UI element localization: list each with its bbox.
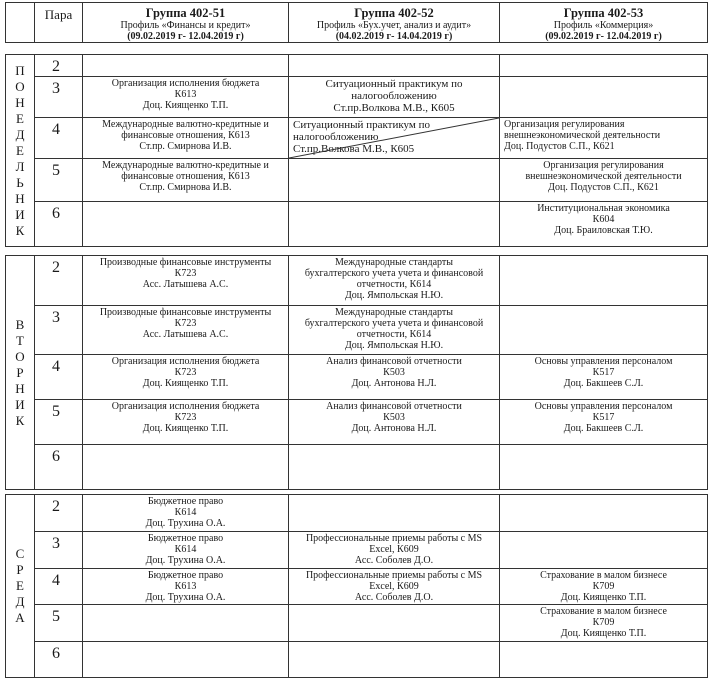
lesson-cell-group-3 bbox=[500, 605, 708, 642]
lesson-row bbox=[6, 355, 708, 400]
group-dates: (09.02.2019 г- 12.04.2019 г) bbox=[127, 31, 244, 42]
lesson-line: К709 bbox=[592, 617, 615, 628]
lesson-cell-group-1 bbox=[83, 445, 289, 490]
lesson-line: Доц. Трухина О.А. bbox=[145, 518, 226, 529]
lesson-line: Организация исполнения бюджета bbox=[111, 78, 260, 89]
lesson-number: 2 bbox=[35, 55, 83, 77]
group-name: Группа 402-51 bbox=[145, 6, 226, 20]
lesson-line: Организация регулирования bbox=[504, 119, 625, 130]
lesson-line: Основы управления персоналом bbox=[534, 401, 673, 412]
lesson-line: Бюджетное право bbox=[147, 533, 224, 544]
lesson-line: бухгалтерского учета учета и финансовой bbox=[304, 268, 484, 279]
lesson-number: 2 bbox=[35, 256, 83, 306]
lesson-line: Доц. Киященко Т.П. bbox=[142, 423, 229, 434]
lesson-line: Доц. Трухина О.А. bbox=[145, 592, 226, 603]
day-label bbox=[6, 256, 35, 490]
lesson-line: Основы управления персоналом bbox=[534, 356, 673, 367]
lesson-line: бухгалтерского учета учета и финансовой bbox=[304, 318, 484, 329]
lesson-cell-group-1 bbox=[83, 159, 289, 202]
day-table bbox=[5, 255, 708, 490]
day-letter: Е bbox=[16, 142, 24, 158]
lesson-row bbox=[6, 55, 708, 77]
lesson-line: Доц. Киященко Т.П. bbox=[142, 378, 229, 389]
lesson-line: Доц. Киященко Т.П. bbox=[560, 628, 647, 639]
day-letter: К bbox=[15, 222, 25, 238]
lesson-cell-group-1 bbox=[83, 400, 289, 445]
lesson-cell-group-1 bbox=[83, 642, 289, 678]
group-profile: Профиль «Бух.учет, анализ и аудит» bbox=[316, 20, 472, 31]
day-letter: П bbox=[15, 62, 25, 78]
lesson-line: Страхование в малом бизнесе bbox=[540, 570, 667, 581]
lesson-cell-group-3 bbox=[500, 55, 708, 77]
lesson-line: Доц. Браиловская Т.Ю. bbox=[554, 225, 653, 236]
lesson-number: 6 bbox=[35, 202, 83, 247]
group-name: Группа 402-53 bbox=[563, 6, 644, 20]
day-table bbox=[5, 54, 708, 247]
lesson-line: Ситуационный практикум по bbox=[293, 119, 431, 131]
lesson-line: Доц. Киященко Т.П. bbox=[142, 100, 229, 111]
lesson-cell-group-2 bbox=[289, 445, 500, 490]
lesson-cell-group-2 bbox=[289, 642, 500, 678]
lesson-cell-group-2 bbox=[289, 400, 500, 445]
lesson-cell-group-2 bbox=[289, 159, 500, 202]
day-label bbox=[6, 495, 35, 678]
lesson-cell-group-3 bbox=[500, 256, 708, 306]
day-letter: Л bbox=[15, 158, 25, 174]
lesson-cell-group-1 bbox=[83, 55, 289, 77]
lesson-line: Доц. Киященко Т.П. bbox=[560, 592, 647, 603]
lesson-number: 6 bbox=[35, 642, 83, 678]
lesson-row bbox=[6, 642, 708, 678]
lesson-cell-group-3 bbox=[500, 118, 708, 159]
lesson-line: К723 bbox=[174, 367, 197, 378]
lesson-line: Страхование в малом бизнесе bbox=[540, 606, 667, 617]
lesson-line: Организация регулирования bbox=[543, 160, 664, 171]
lesson-cell-group-2 bbox=[289, 306, 500, 355]
lesson-line: Доц. Антонова Н.Л. bbox=[351, 423, 437, 434]
lesson-line: К723 bbox=[174, 318, 197, 329]
lesson-line: Асс. Латышева А.С. bbox=[142, 279, 229, 290]
lesson-cell-group-3 bbox=[500, 202, 708, 247]
lesson-row bbox=[6, 532, 708, 569]
lesson-line: налогообложению bbox=[351, 90, 437, 102]
day-letter: Е bbox=[16, 110, 24, 126]
day-letter: Е bbox=[16, 578, 24, 593]
lesson-line: К614 bbox=[174, 544, 197, 555]
day-label bbox=[6, 55, 35, 247]
day-letter: К bbox=[15, 412, 25, 428]
lesson-line: К503 bbox=[383, 367, 405, 378]
lesson-number: 3 bbox=[35, 306, 83, 355]
lesson-cell-group-3 bbox=[500, 306, 708, 355]
lesson-line: Excel, К609 bbox=[369, 544, 419, 555]
lesson-cell-group-2 bbox=[289, 77, 500, 118]
lesson-row bbox=[6, 77, 708, 118]
lesson-cell-group-2 bbox=[289, 256, 500, 306]
lesson-line: Международные стандарты bbox=[335, 307, 453, 318]
lesson-line: финансовые отношения, К613 bbox=[121, 130, 250, 141]
lesson-number: 5 bbox=[35, 400, 83, 445]
lesson-line: налогообложению bbox=[293, 131, 379, 143]
lesson-number: 4 bbox=[35, 355, 83, 400]
para-header: Пара bbox=[35, 3, 83, 43]
group-header-3 bbox=[500, 3, 708, 43]
day-letter: О bbox=[15, 78, 25, 94]
lesson-line: К503 bbox=[383, 412, 405, 423]
lesson-line: Производные финансовые инструменты bbox=[99, 257, 272, 268]
lesson-cell-group-1 bbox=[83, 605, 289, 642]
lesson-line: внешнеэкономической деятельности bbox=[525, 171, 682, 182]
lesson-line: Профессиональные приемы работы с MS bbox=[305, 533, 483, 544]
lesson-line: Ст.пр. Смирнова И.В. bbox=[139, 141, 232, 152]
lesson-cell-group-2 bbox=[289, 118, 500, 159]
lesson-line: Ст.пр.Волкова М.В., К605 bbox=[333, 102, 455, 114]
lesson-line: Доц. Бакшеев С.Л. bbox=[563, 378, 644, 389]
day-letter: О bbox=[15, 348, 25, 364]
lesson-row bbox=[6, 605, 708, 642]
lesson-number: 5 bbox=[35, 605, 83, 642]
day-letter: Р bbox=[16, 562, 24, 577]
lesson-row bbox=[6, 306, 708, 355]
lesson-cell-group-2 bbox=[289, 605, 500, 642]
lesson-row bbox=[6, 569, 708, 605]
day-letter: И bbox=[15, 206, 25, 222]
lesson-line: К517 bbox=[592, 367, 615, 378]
day-letter: Т bbox=[16, 332, 24, 348]
lesson-line: Анализ финансовой отчетности bbox=[326, 356, 462, 367]
lesson-number: 5 bbox=[35, 159, 83, 202]
lesson-cell-group-3 bbox=[500, 77, 708, 118]
lesson-row bbox=[6, 256, 708, 306]
lesson-cell-group-2 bbox=[289, 532, 500, 569]
lesson-line: Международные стандарты bbox=[335, 257, 453, 268]
lesson-line: Организация исполнения бюджета bbox=[111, 401, 260, 412]
lesson-line: внешнеэкономической деятельности bbox=[504, 130, 661, 141]
lesson-cell-group-1 bbox=[83, 495, 289, 532]
lesson-line: Анализ финансовой отчетности bbox=[326, 401, 462, 412]
lesson-line: финансовые отношения, К613 bbox=[121, 171, 250, 182]
lesson-line: Доц. Трухина О.А. bbox=[145, 555, 226, 566]
lesson-line: Асс. Соболев Д.О. bbox=[354, 555, 434, 566]
lesson-number: 4 bbox=[35, 118, 83, 159]
lesson-cell-group-2 bbox=[289, 495, 500, 532]
lesson-line: Бюджетное право bbox=[147, 496, 224, 507]
lesson-line: отчетности, К614 bbox=[356, 279, 432, 290]
lesson-cell-group-2 bbox=[289, 55, 500, 77]
lesson-row bbox=[6, 495, 708, 532]
group-header-2 bbox=[289, 3, 500, 43]
lesson-line: Организация исполнения бюджета bbox=[111, 356, 260, 367]
lesson-cell-group-1 bbox=[83, 77, 289, 118]
lesson-line: Международные валютно-кредитные и bbox=[102, 119, 269, 130]
lesson-line: Международные валютно-кредитные и bbox=[102, 160, 269, 171]
lesson-number: 4 bbox=[35, 569, 83, 605]
lesson-line: Асс. Латышева А.С. bbox=[142, 329, 229, 340]
lesson-cell-group-3 bbox=[500, 642, 708, 678]
day-letter: Н bbox=[15, 190, 25, 206]
schedule-header-table bbox=[5, 2, 708, 43]
lesson-cell-group-2 bbox=[289, 202, 500, 247]
lesson-line: К723 bbox=[174, 412, 197, 423]
lesson-line: К613 bbox=[174, 581, 197, 592]
group-profile: Профиль «Коммерция» bbox=[553, 20, 654, 31]
day-letter: Д bbox=[15, 126, 25, 142]
lesson-number: 2 bbox=[35, 495, 83, 532]
lesson-line: Ст.пр. Смирнова И.В. bbox=[139, 182, 232, 193]
lesson-line: Excel, К609 bbox=[369, 581, 419, 592]
lesson-line: Доц. Подустов С.П., К621 bbox=[504, 141, 615, 152]
lesson-cell-group-3 bbox=[500, 495, 708, 532]
lesson-cell-group-1 bbox=[83, 306, 289, 355]
day-letter: Д bbox=[15, 594, 25, 609]
lesson-line: К604 bbox=[592, 214, 615, 225]
lesson-line: Доц. Бакшеев С.Л. bbox=[563, 423, 644, 434]
lesson-cell-group-1 bbox=[83, 532, 289, 569]
group-name: Группа 402-52 bbox=[354, 6, 434, 20]
lesson-cell-group-1 bbox=[83, 256, 289, 306]
group-profile: Профиль «Финансы и кредит» bbox=[120, 20, 251, 31]
lesson-row bbox=[6, 118, 708, 159]
lesson-cell-group-2 bbox=[289, 355, 500, 400]
day-table bbox=[5, 494, 708, 678]
lesson-cell-group-1 bbox=[83, 569, 289, 605]
lesson-cell-group-3 bbox=[500, 532, 708, 569]
lesson-line: К723 bbox=[174, 268, 197, 279]
lesson-line: Производные финансовые инструменты bbox=[99, 307, 272, 318]
lesson-cell-group-3 bbox=[500, 569, 708, 605]
lesson-number: 6 bbox=[35, 445, 83, 490]
lesson-line: К517 bbox=[592, 412, 615, 423]
group-dates: (04.02.2019 г- 14.04.2019 г) bbox=[335, 31, 453, 42]
lesson-cell-group-3 bbox=[500, 159, 708, 202]
lesson-line: отчетности, К614 bbox=[356, 329, 432, 340]
lesson-line: Институциональная экономика bbox=[537, 203, 670, 214]
day-letter: А bbox=[15, 610, 25, 625]
day-letter: Н bbox=[15, 380, 25, 396]
lesson-line: К613 bbox=[174, 89, 197, 100]
lesson-line: Асс. Соболев Д.О. bbox=[354, 592, 434, 603]
lesson-row bbox=[6, 445, 708, 490]
lesson-cell-group-3 bbox=[500, 355, 708, 400]
day-letter: Р bbox=[16, 364, 24, 380]
lesson-cell-group-3 bbox=[500, 445, 708, 490]
lesson-cell-group-2 bbox=[289, 569, 500, 605]
lesson-line: Ситуационный практикум по bbox=[325, 78, 463, 90]
lesson-row bbox=[6, 159, 708, 202]
day-letter: С bbox=[15, 546, 25, 561]
lesson-number: 3 bbox=[35, 77, 83, 118]
lesson-cell-group-1 bbox=[83, 202, 289, 247]
lesson-line: Доц. Антонова Н.Л. bbox=[351, 378, 437, 389]
lesson-number: 3 bbox=[35, 532, 83, 569]
lesson-row bbox=[6, 400, 708, 445]
split-line bbox=[289, 118, 499, 158]
lesson-line: К614 bbox=[174, 507, 197, 518]
lesson-cell-group-1 bbox=[83, 118, 289, 159]
day-letter: Ь bbox=[16, 174, 24, 190]
day-header-cell bbox=[6, 3, 35, 43]
group-header-1 bbox=[83, 3, 289, 43]
lesson-line: Доц. Ямпольская Н.Ю. bbox=[344, 340, 444, 351]
lesson-line: Доц. Ямпольская Н.Ю. bbox=[344, 290, 444, 301]
lesson-line: Бюджетное право bbox=[147, 570, 224, 581]
lesson-line: Доц. Подустов С.П., К621 bbox=[548, 182, 659, 193]
lesson-line: Профессиональные приемы работы с MS bbox=[305, 570, 483, 581]
day-letter: Н bbox=[15, 94, 25, 110]
lesson-line: Ст.пр.Волкова М.В., К605 bbox=[293, 143, 415, 155]
lesson-row bbox=[6, 202, 708, 247]
group-dates: (09.02.2019 г- 12.04.2019 г) bbox=[545, 31, 662, 42]
lesson-cell-group-3 bbox=[500, 400, 708, 445]
diagonal-divider bbox=[289, 118, 499, 158]
day-letter: В bbox=[15, 316, 25, 332]
lesson-line: К709 bbox=[592, 581, 615, 592]
lesson-cell-group-1 bbox=[83, 355, 289, 400]
day-letter: И bbox=[15, 396, 25, 412]
